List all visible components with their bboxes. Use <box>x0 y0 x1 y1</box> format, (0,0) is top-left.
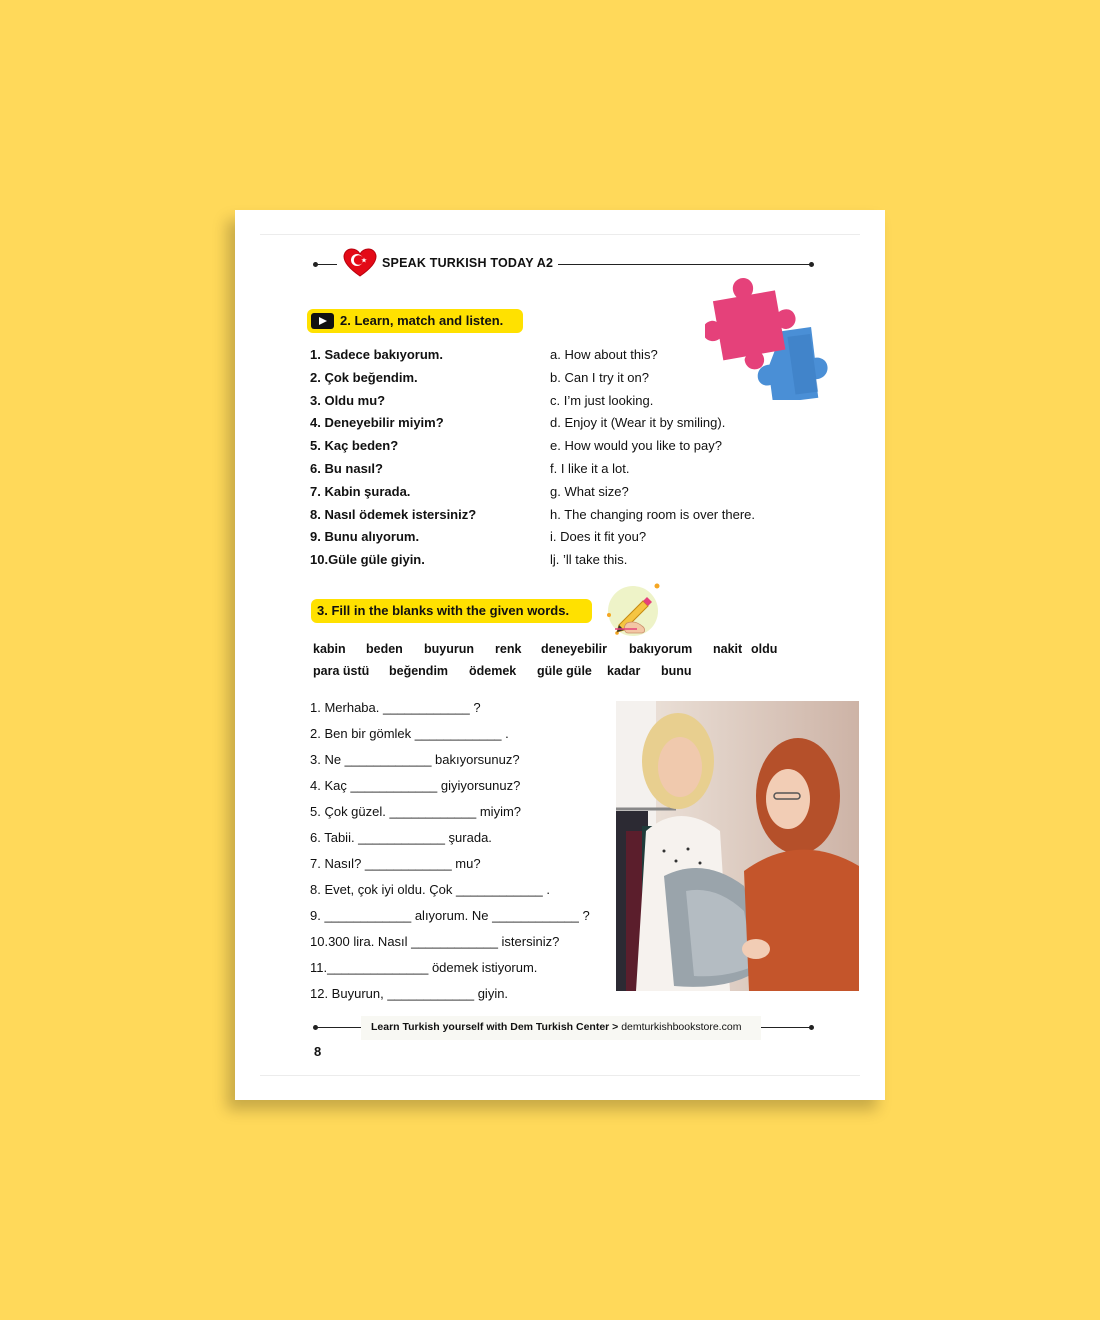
english-phrase: i. Does it fit you? <box>550 529 647 545</box>
blank-sentence: 12. Buyurun, ____________ giyin. <box>310 986 509 1001</box>
turkish-phrase: 6. Bu nasıl? <box>310 460 383 476</box>
footer-url[interactable]: demturkishbookstore.com <box>621 1021 742 1033</box>
exercise3-title-banner <box>311 599 592 623</box>
turkish-phrase: 4. Deneyebilir miyim? <box>310 415 444 431</box>
english-phrase: g. What size? <box>550 483 629 499</box>
english-phrase: a. How about this? <box>550 347 658 362</box>
word-bank-item: ödemek <box>469 664 517 678</box>
play-icon[interactable] <box>311 313 334 329</box>
word-bank-item: nakit <box>713 642 743 656</box>
word-bank-item: deneyebilir <box>541 642 607 656</box>
footer-rule-dot-right <box>809 1025 814 1030</box>
word-bank-item: para üstü <box>313 664 370 678</box>
word-bank-item: buyurun <box>424 642 474 656</box>
footer-credit: Learn Turkish yourself with Dem Turkish Center <box>371 1021 610 1033</box>
english-phrase: b. Can I try it on? <box>550 369 649 385</box>
word-bank-item: beden <box>366 642 403 656</box>
exercise2-title: 2. Learn, match and listen. <box>340 313 504 328</box>
footer-rule-right <box>761 1027 811 1028</box>
footer-rule-left <box>315 1027 361 1028</box>
footer-text <box>371 1021 741 1033</box>
blank-sentence: 5. Çok güzel. ____________ miyim? <box>310 804 522 819</box>
word-bank-item: güle güle <box>537 664 592 678</box>
word-bank-item: beğendim <box>389 664 449 678</box>
workbook-page <box>235 210 885 1100</box>
exercise3-title: 3. Fill in the blanks with the given words. <box>317 603 570 618</box>
blank-sentence: 7. Nasıl? ____________ mu? <box>310 856 481 871</box>
word-bank-item: kadar <box>607 664 641 678</box>
blank-sentence: 3. Ne ____________ bakıyorsunuz? <box>310 752 520 767</box>
english-phrase: d. Enjoy it (Wear it by smiling). <box>550 415 726 431</box>
turkish-phrase: 9. Bunu alıyorum. <box>310 529 420 545</box>
shopping-photo <box>616 701 859 991</box>
header-title: SPEAK TURKISH TODAY A2 <box>382 256 554 270</box>
blank-sentence: 11.______________ ödemek istiyorum. <box>310 960 538 975</box>
word-bank-item: kabin <box>313 642 346 656</box>
blank-sentence: 10.300 lira. Nasıl ____________ istersiniz? <box>310 934 560 949</box>
english-phrase: lj. ’ll take this. <box>550 552 628 568</box>
exercise2-title-banner <box>307 309 523 333</box>
word-bank-item: oldu <box>751 642 778 656</box>
page-number: 8 <box>314 1044 322 1059</box>
turkish-phrase: 1. Sadece bakıyorum. <box>310 347 443 362</box>
blank-sentence: 9. ____________ alıyorum. Ne ____________ ? <box>310 908 590 923</box>
blank-sentence: 1. Merhaba. ____________ ? <box>310 700 481 715</box>
blank-sentence: 2. Ben bir gömlek ____________ . <box>310 726 509 741</box>
english-translations-column <box>550 346 810 574</box>
word-bank-item: renk <box>495 642 522 656</box>
word-bank-item: bunu <box>661 664 692 678</box>
header-rule-left <box>315 264 337 265</box>
turkish-phrase: 10.Güle güle giyin. <box>310 552 425 568</box>
turkish-phrases-column <box>310 346 540 574</box>
turkey-flag-heart-icon <box>343 248 377 283</box>
turkish-phrase: 2. Çok beğendim. <box>310 369 418 385</box>
turkish-phrase: 8. Nasıl ödemek istersiniz? <box>310 506 477 522</box>
english-phrase: h. The changing room is over there. <box>550 506 755 522</box>
fill-in-sentences <box>310 699 610 1011</box>
footer-separator: > <box>609 1021 622 1033</box>
turkish-phrase: 7. Kabin şurada. <box>310 483 411 499</box>
turkish-phrase: 5. Kaç beden? <box>310 438 399 454</box>
english-phrase: e. How would you like to pay? <box>550 438 722 454</box>
pencil-writing-icon <box>605 581 665 644</box>
blank-sentence: 8. Evet, çok iyi oldu. Çok ____________ . <box>310 882 550 897</box>
blank-sentence: 6. Tabii. ____________ şurada. <box>310 830 492 845</box>
english-phrase: c. I’m just looking. <box>550 392 654 408</box>
turkish-phrase: 3. Oldu mu? <box>310 392 386 408</box>
blank-sentence: 4. Kaç ____________ giyiyorsunuz? <box>310 778 521 793</box>
word-bank-item: bakıyorum <box>629 642 693 656</box>
english-phrase: f. I like it a lot. <box>550 460 630 476</box>
